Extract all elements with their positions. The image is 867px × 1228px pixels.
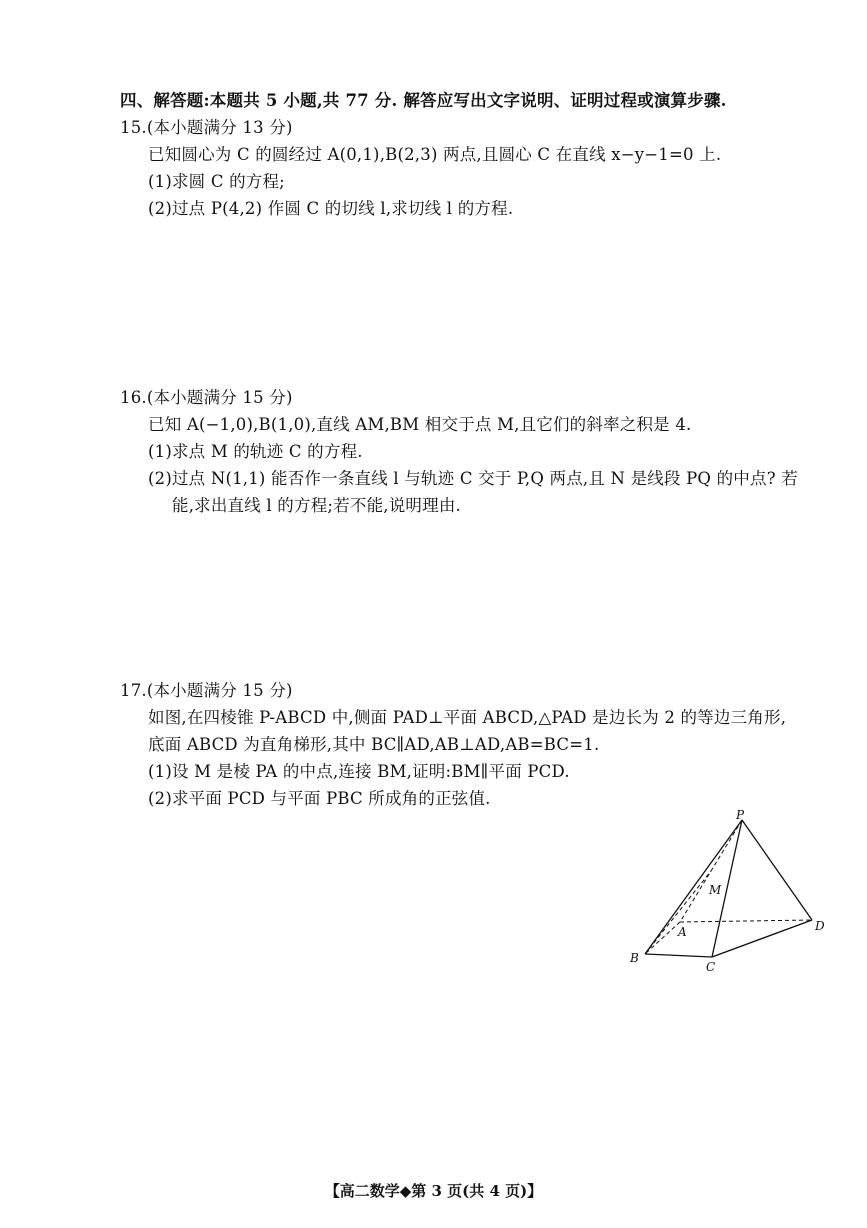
problem-15-line-2: (1)求圆 C 的方程;	[148, 172, 285, 191]
section-heading: 四、解答题:本题共 5 小题,共 77 分. 解答应写出文字说明、证明过程或演算步骤.	[120, 91, 727, 110]
problem-17-line-2: 底面 ABCD 为直角梯形,其中 BC∥AD,AB⊥AD,AB=BC=1.	[148, 735, 600, 754]
edge-BC	[645, 954, 712, 957]
problem-15-line-3: (2)过点 P(4,2) 作圆 C 的切线 l,求切线 l 的方程.	[148, 199, 514, 218]
edge-AD	[680, 920, 812, 922]
problem-15-header: 15.(本小题满分 13 分)	[120, 118, 293, 137]
problem-16-line-4: 能,求出直线 l 的方程;若不能,说明理由.	[172, 496, 461, 515]
problem-16-line-2: (1)求点 M 的轨迹 C 的方程.	[148, 442, 363, 461]
problem-16-header: 16.(本小题满分 15 分)	[120, 388, 293, 407]
label-P: P	[736, 808, 745, 822]
problem-16-line-1: 已知 A(−1,0),B(1,0),直线 AM,BM 相交于点 M,且它们的斜率之积是 4.	[148, 415, 692, 434]
pyramid-diagram	[620, 808, 840, 978]
label-C: C	[706, 960, 716, 974]
page-footer: 【高二数学◆第 3 页(共 4 页)】	[324, 1182, 543, 1200]
label-A: A	[678, 925, 687, 939]
problem-17-line-4: (2)求平面 PCD 与平面 PBC 所成角的正弦值.	[148, 789, 491, 808]
problem-15-line-1: 已知圆心为 C 的圆经过 A(0,1),B(2,3) 两点,且圆心 C 在直线 x−y−1=0 上.	[148, 145, 722, 164]
problem-17-line-1: 如图,在四棱锥 P-ABCD 中,侧面 PAD⊥平面 ABCD,△PAD 是边长为 2 的等边三角形,	[148, 708, 787, 727]
pyramid-figure	[620, 808, 840, 978]
label-M: M	[709, 883, 722, 897]
label-B: B	[630, 951, 639, 965]
problem-17-header: 17.(本小题满分 15 分)	[120, 681, 293, 700]
edge-AB	[645, 922, 680, 954]
problem-17-line-3: (1)设 M 是棱 PA 的中点,连接 BM,证明:BM∥平面 PCD.	[148, 762, 570, 781]
edge-BM	[645, 871, 711, 954]
edge-PD	[742, 820, 812, 920]
label-D: D	[815, 919, 825, 933]
problem-16-line-3: (2)过点 N(1,1) 能否作一条直线 l 与轨迹 C 交于 P,Q 两点,且 N 是线段 PQ 的中点? 若	[148, 469, 798, 488]
edge-CD	[712, 920, 812, 957]
